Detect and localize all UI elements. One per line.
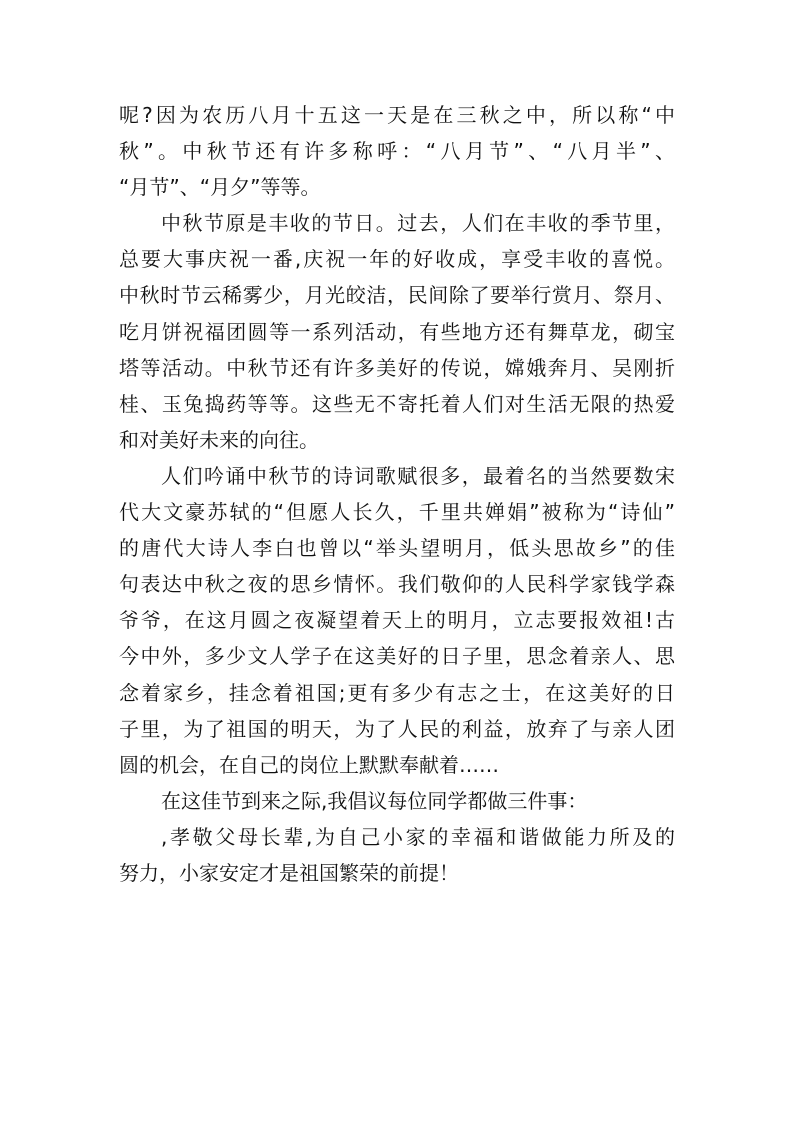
- text-line: 吃月饼祝福团圆等一系列活动，有些地方还有舞草龙，砌宝: [119, 319, 675, 344]
- text-line: 圆的机会，在自己的岗位上默默奉献着……: [119, 752, 499, 777]
- paragraph-first-line: ,孝敬父母长辈,为自己小家的幸福和谐做能力所及的: [161, 824, 675, 849]
- paragraph-first-line: 人们吟诵中秋节的诗词歌赋很多，最着名的当然要数宋: [161, 463, 675, 488]
- text-line: 秋”。中秋节还有许多称呼：“八月节”、“八月半”、: [119, 139, 675, 164]
- text-line: 的唐代大诗人李白也曾以“举头望明月，低头思故乡”的佳: [119, 536, 675, 561]
- document-body: [119, 97, 675, 891]
- text-line: 和对美好未来的向往。: [119, 427, 319, 452]
- paragraph-first-line: 中秋节原是丰收的节日。过去，人们在丰收的季节里，: [161, 211, 675, 236]
- text-line: 桂、玉兔捣药等等。这些无不寄托着人们对生活无限的热爱: [119, 391, 675, 416]
- text-line: “月节”、“月夕”等等。: [119, 175, 321, 200]
- text-line: 子里，为了祖国的明天，为了人民的利益，放弃了与亲人团: [119, 716, 675, 741]
- paragraph-first-line: 在这佳节到来之际,我倡议每位同学都做三件事：: [161, 788, 588, 813]
- text-line: 努力，小家安定才是祖国繁荣的前提！: [119, 860, 459, 885]
- text-line: 今中外，多少文人学子在这美好的日子里，思念着亲人、思: [119, 644, 675, 669]
- text-line: 念着家乡，挂念着祖国;更有多少有志之士，在这美好的日: [119, 680, 675, 705]
- text-line: 总要大事庆祝一番,庆祝一年的好收成，享受丰收的喜悦。: [119, 247, 675, 272]
- text-line: 句表达中秋之夜的思乡情怀。我们敬仰的人民科学家钱学森: [119, 572, 675, 597]
- text-line: 爷爷，在这月圆之夜凝望着天上的明月，立志要报效祖!古: [119, 608, 675, 633]
- text-line: 中秋时节云稀雾少，月光皎洁，民间除了要举行赏月、祭月、: [119, 283, 675, 308]
- text-line: 代大文豪苏轼的“但愿人长久，千里共婵娟”被称为“诗仙”: [119, 500, 675, 525]
- text-line: 塔等活动。中秋节还有许多美好的传说，嫦娥奔月、吴刚折: [119, 355, 675, 380]
- text-line: 呢?因为农历八月十五这一天是在三秋之中，所以称“中: [119, 103, 675, 127]
